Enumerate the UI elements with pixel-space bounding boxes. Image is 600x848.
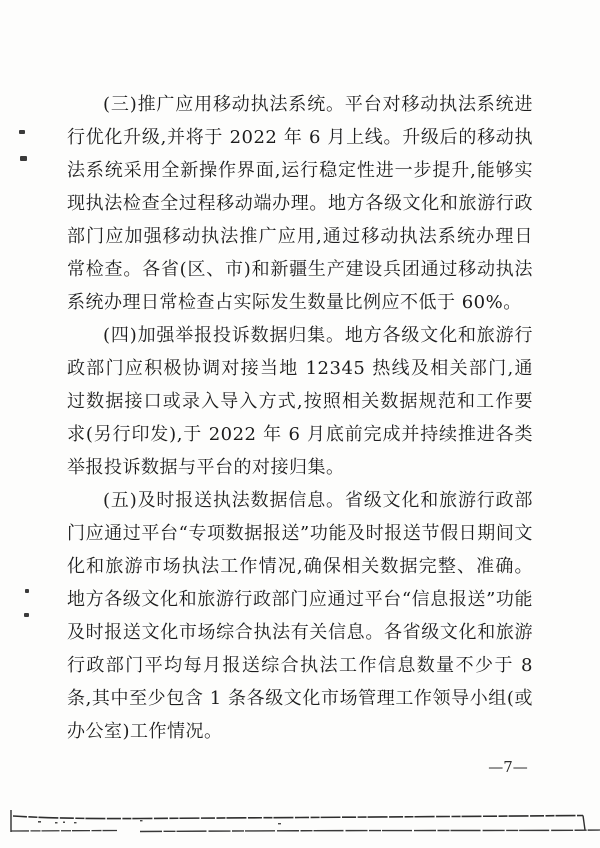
paragraph-4: (四)加强举报投诉数据归集。地方各级文化和旅游行政部门应积极协调对接当地 12345 热线及相关部门,通过数据接口或录入导入方式,按照相关数据规范和工作要求(另行印发),于 2022 年 6 月底前完成并持续推进各类举报投诉数据与平台的对接归集。 bbox=[67, 325, 533, 478]
scan-speck bbox=[24, 613, 29, 617]
scan-edge-artifact bbox=[0, 800, 600, 848]
scan-speck bbox=[20, 156, 27, 161]
paragraph-5: (五)及时报送执法数据信息。省级文化和旅游行政部门应通过平台“专项数据报送”功能及时报送节假日期间文化和旅游市场执法工作情况,确保相关数据完整、准确。地方各级文化和旅游行政部门应通过平台“信息报送”功能及时报送文化市场综合执法有关信息。各省级文化和旅游行政部门平均每月报送综合执法工作信息数量不少于 8 条,其中至少包含 1 条各级文化市场管理工作领导小组(或办公室)工作情况。 bbox=[67, 490, 533, 742]
scan-speck bbox=[25, 589, 29, 593]
page-number: —7— bbox=[488, 758, 528, 776]
document-body bbox=[67, 88, 533, 748]
paragraph-3: (三)推广应用移动执法系统。平台对移动执法系统进行优化升级,并将于 2022 年 6 月上线。升级后的移动执法系统采用全新操作界面,运行稳定性进一步提升,能够实现执法检查全过程移动端办理。地方各级文化和旅游行政部门应加强移动执法推广应用,通过移动执法系统办理日常检查。各省(区、市)和新疆生产建设兵团通过移动执法系统办理日常检查占实际发生数量比例应不低于 60%。 bbox=[67, 94, 533, 313]
scan-speck bbox=[19, 130, 25, 134]
